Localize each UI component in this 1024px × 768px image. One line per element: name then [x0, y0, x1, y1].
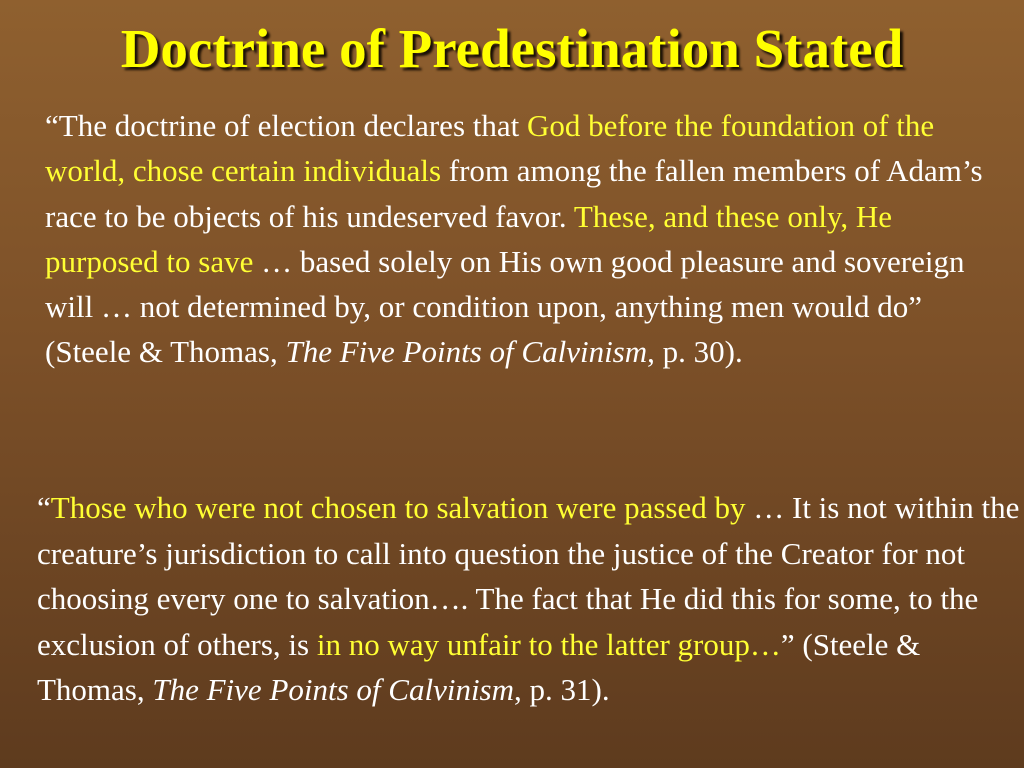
quote-election: [45, 103, 985, 375]
open-quote-mark: “: [45, 108, 59, 143]
book-title: The Five Points of Calvinism: [285, 334, 648, 370]
highlighted-text: in no way unfair to the latter group…: [316, 626, 781, 662]
quote-text: The doctrine of election declares that: [58, 108, 527, 143]
quote-text: … It is not within the creature’s jurisdiction to call into question the justice of the Creator for not choosing every one to salvation…. The fact that He did this for some, to the exclusion of others, is: [37, 490, 1020, 662]
open-quote-mark: “: [37, 490, 51, 525]
quote-text: … based solely on His own good pleasure and sovereign will … not determined by, or condition upon, anything men would do” (Steele & Thomas,: [45, 243, 965, 370]
quote-text: ” (Steele & Thomas,: [37, 626, 921, 708]
slide-title: Doctrine of Predestination Stated: [120, 18, 904, 79]
citation-page: , p. 31).: [514, 672, 610, 708]
highlighted-text: God before the foundation of the world, chose certain individuals: [45, 108, 935, 189]
quote-text: from among the fallen members of Adam’s race to be objects of his undeserved favor.: [45, 153, 983, 234]
highlighted-text: These, and these only, He purposed to save: [45, 198, 893, 279]
citation-page: , p. 30).: [647, 334, 743, 370]
book-title: The Five Points of Calvinism: [152, 672, 515, 708]
highlighted-text: Those who were not chosen to salvation were passed by: [50, 490, 746, 525]
quote-reprobation: [37, 485, 1022, 713]
